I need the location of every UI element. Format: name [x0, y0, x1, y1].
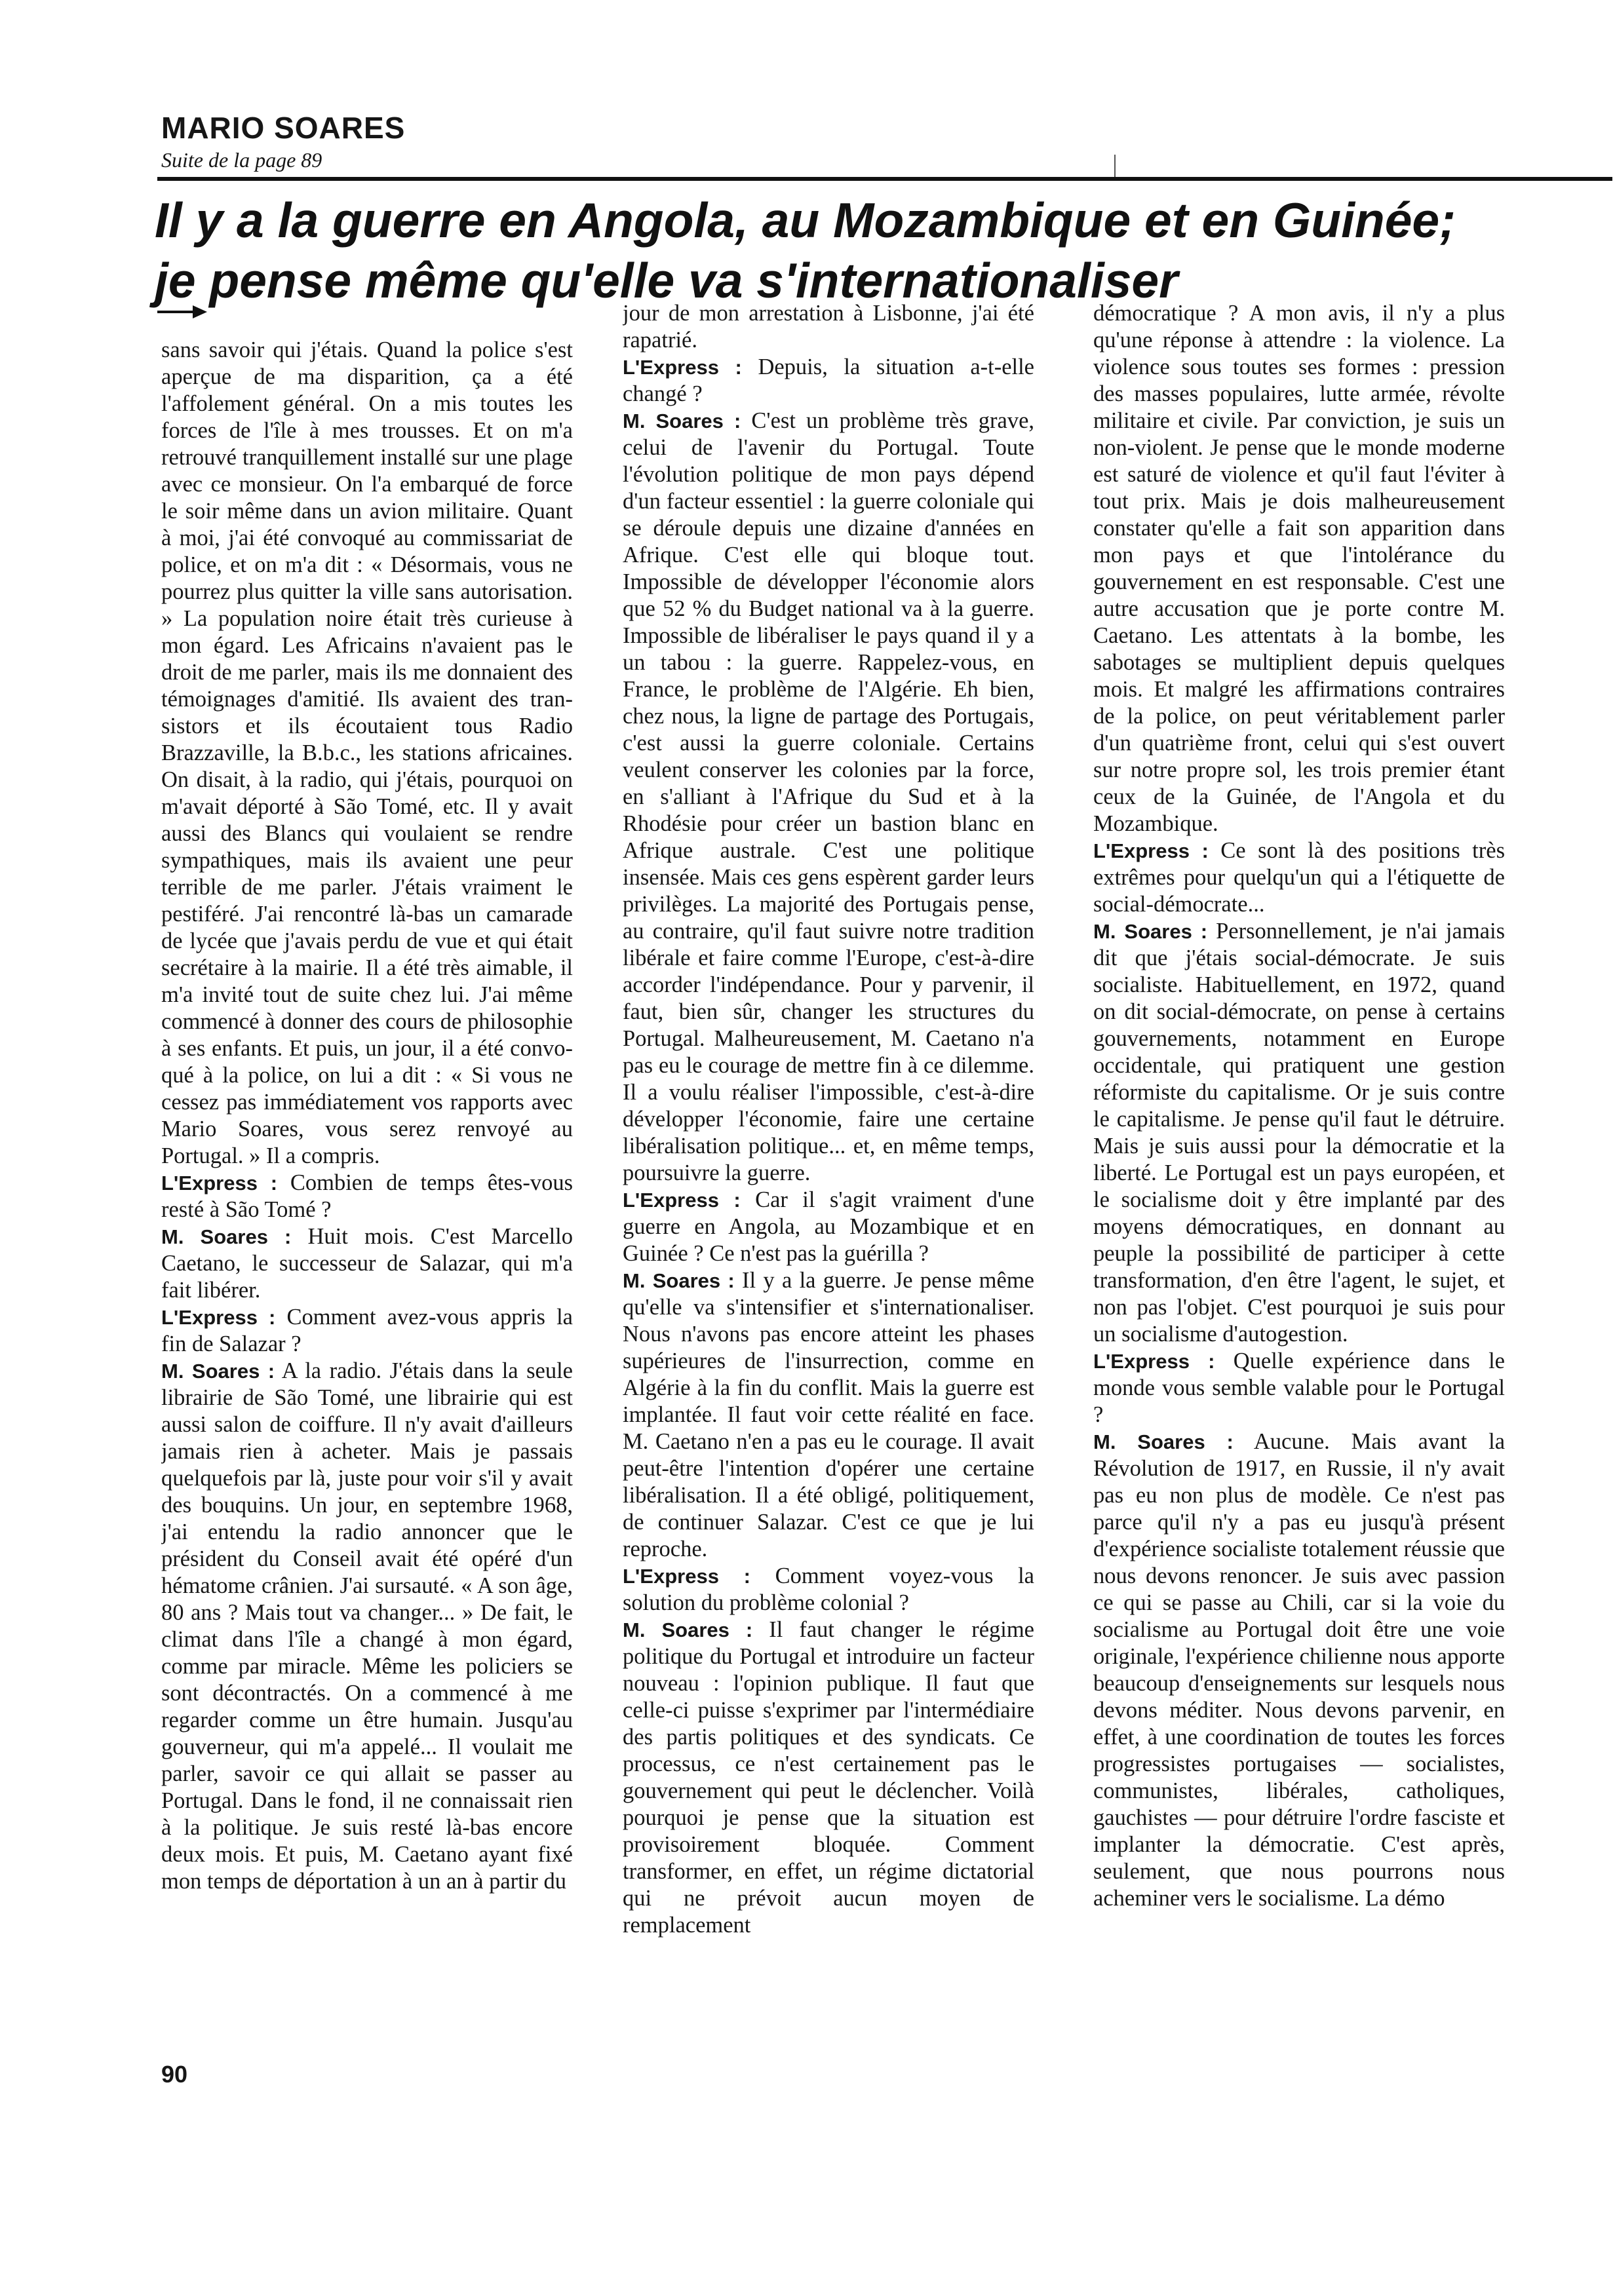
- speaker-label: M. Soares :: [1093, 1430, 1234, 1453]
- paragraph-text: Il faut changer le régime politique du Portugal et introduire un facteur nouveau : l'opinion publique. Il faut que celle-ci puisse s'exprimer par l'intermédiaire des partis politiques et des syndicats. Ce processus, ce n'est certainement pas le gouvernement qui peut le déclencher. Voilà pourquoi je pense que la situation est provisoirement bloquée. Comment transformer, en effet, un régime dictatorial qui ne prévoit aucun moyen de remplacement: [623, 1617, 1034, 1938]
- header-rule: [157, 177, 1612, 181]
- article-paragraph: [623, 300, 1034, 354]
- article-paragraph: [1093, 1348, 1505, 1428]
- article-paragraph: [623, 1563, 1034, 1617]
- article-paragraph: [161, 1223, 573, 1304]
- speaker-label: M. Soares :: [161, 1225, 292, 1248]
- paragraph-text: Personnellement, je n'ai jamais dit que j'étais social-démocrate. Je suis socialiste. Habituellement, en 1972, quand on dit social-démocrate, on pense à certains gouvernements, notamment en Europe occidentale, qui pratiquent une gestion réformiste du capitalisme. Or je suis contre le capitalisme. Je pense qu'il faut le détruire. Mais je suis aussi pour la démocratie et la liberté. Le Portugal est un pays européen, et le socialisme doit y être implanté par des moyens démocratiques, en donnant au peuple la possibilité de participer à cette transformation, d'en être l'agent, le sujet, et non pas l'objet. C'est pourquoi je suis pour un socialisme d'autogestion.: [1093, 919, 1505, 1347]
- article-paragraph: [623, 1187, 1034, 1267]
- speaker-label: M. Soares :: [623, 1269, 735, 1292]
- paragraph-text: Huit mois. C'est Marcello Caetano, le successeur de Salazar, qui m'a fait libérer.: [161, 1224, 573, 1303]
- paragraph-text: Il y a la guerre. Je pense même qu'elle va s'intensifier et s'internationaliser. Nous n'avons pas encore atteint les phases supérieures de l'insurrection, comme en Algérie à la fin du conflit. Mais la guerre est implantée. Il faut voir cette réalité en face. M. Caetano n'en a pas eu le courage. Il avait peut-être l'intention d'opérer une certaine libéralisation. Il a été obligé, politiquement, de continuer Salazar. C'est ce que je lui reproche.: [623, 1268, 1034, 1561]
- paragraph-text: sans savoir qui j'étais. Quand la police s'est aperçue de ma disparition, ça a été l'affolement général. On a mis toutes les forces de l'île à mes trousses. Et on m'a retrouvé tranquillement installé sur une plage avec ce monsieur. On l'a embarqué de force le soir même dans un avion militaire. Quant à moi, j'ai été convoqué au commissariat de police, et on m'a dit : « Désormais, vous ne pourrez plus quitter la ville sans autorisation. » La population noire était très curieuse à mon égard. Les Africains n'avaient pas le droit de me parler, mais ils me donnaient des témoignages d'amitié. Ils avaient des transistors et ils écoutaient tous Radio Brazzaville, la B.b.c., les stations africaines. On disait, à la radio, qui j'étais, pourquoi on m'avait déporté à São Tomé, etc. Il y avait aussi des Blancs qui voulaient se rendre sympathiques, mais ils avaient une peur terrible de me parler. J'étais vraiment le pestiféré. J'ai rencontré là-bas un camarade de lycée que j'avais perdu de vue et qui était secrétaire à la mairie. Il a été très aimable, il m'a invité tout de suite chez lui. J'ai même commencé à donner des cours de philosophie à ses enfants. Et puis, un jour, il a été convoqué à la police, on lui a dit : « Si vous ne cessez pas immédiatement vos rapports avec Mario Soares, vous serez renvoyé au Portugal. » Il a compris.: [161, 337, 573, 1168]
- speaker-label: L'Express :: [623, 1189, 741, 1212]
- paragraph-text: C'est un problème très grave, celui de l'avenir du Portugal. Toute l'évolution politique de mon pays dépend d'un facteur essentiel : la guerre coloniale qui se déroule depuis une dizaine d'années en Afrique. C'est elle qui bloque tout. Impossible de développer l'économie alors que 52 % du Budget national va à la guerre. Impossible de libéraliser le pays quand il y a un tabou : la guerre. Rappelez-vous, en France, le problème de l'Algérie. Eh bien, chez nous, la ligne de partage des Portugais, c'est aussi la guerre coloniale. Certains veulent conserver les colonies par la force, en s'alliant à l'Afrique du Sud et à la Rhodésie pour créer un bastion blanc en Afrique australe. C'est une politique insensée. Mais ces gens espèrent garder leurs privilèges. La majorité des Portugais pense, au contraire, qu'il faut suivre notre tradition libérale et faire comme l'Europe, c'est-à-dire accorder l'indépendance. Pour y parvenir, il faut, bien sûr, changer les structures du Portugal. Malheureusement, M. Caetano n'a pas eu le courage de mettre fin à ce dilemme. Il a voulu réaliser l'impossible, c'est-à-dire développer l'économie, faire une certaine libéralisation politique... et, en même temps, poursuivre la guerre.: [623, 408, 1034, 1185]
- article-paragraph: [623, 408, 1034, 1187]
- speaker-label: L'Express :: [161, 1172, 278, 1195]
- headline-line-1: Il y a la guerre en Angola, au Mozambique et en Guinée;: [155, 193, 1456, 248]
- article-paragraph: [1093, 837, 1505, 918]
- article-paragraph: [623, 354, 1034, 408]
- paragraph-text: Car il s'agit vraiment d'une guerre en Angola, au Mozambique et en Guinée ? Ce n'est pas la guérilla ?: [623, 1187, 1034, 1266]
- speaker-label: L'Express :: [623, 356, 742, 379]
- paragraph-text: Ce sont là des positions très extrêmes pour quelqu'un qui a l'étiquette de social-démocrate...: [1093, 838, 1505, 917]
- paragraph-text: jour de mon arrestation à Lisbonne, j'ai été rapatrié.: [623, 301, 1034, 353]
- speaker-label: L'Express :: [1093, 839, 1209, 862]
- article-column-2: [623, 300, 1034, 2023]
- continuation-arrow-icon: [156, 303, 208, 321]
- speaker-label: M. Soares :: [1093, 920, 1208, 943]
- section-kicker: MARIO SOARES: [161, 111, 406, 145]
- paragraph-text: Depuis, la situation a-t-elle changé ?: [623, 354, 1034, 406]
- paragraph-text: Aucune. Mais avant la Révolution de 1917, en Russie, il n'y avait pas eu non plus de modèle. Ce n'est pas parce qu'il n'y a pas eu jusqu'à présent d'expérience socialiste totalement réussie que nous devons renoncer. Je suis avec passion ce qui se passe au Chili, car si la voie du socialisme au Portugal doit être une voie originale, l'expérience chilienne nous apporte beaucoup d'enseignements sur lesquels nous devons méditer. Nous devons parvenir, en effet, à une coordination de toutes les forces progressistes portugaises — socialistes, communistes, libérales, catholiques, gauchistes — pour détruire l'ordre fasciste et implanter la démocratie. C'est après, seulement, que nous pourrons nous acheminer vers le socialisme. La démo: [1093, 1429, 1505, 1911]
- headline-line-2: je pense même qu'elle va s'internationaliser: [155, 253, 1178, 308]
- article-column-3: [1093, 300, 1505, 2023]
- speaker-label: L'Express :: [623, 1565, 750, 1588]
- paragraph-text: Quelle expérience dans le monde vous semble valable pour le Portugal ?: [1093, 1349, 1505, 1427]
- article-paragraph: [161, 1358, 573, 1895]
- speaker-label: M. Soares :: [623, 410, 741, 432]
- page-number: 90: [161, 2061, 188, 2088]
- article-paragraph: [1093, 1428, 1505, 1912]
- speaker-label: M. Soares :: [161, 1360, 275, 1383]
- speaker-label: M. Soares :: [623, 1618, 753, 1641]
- article-paragraph: [161, 1170, 573, 1223]
- article-column-1: [161, 337, 573, 2014]
- continued-from-note: Suite de la page 89: [161, 148, 322, 172]
- article-paragraph: [161, 1304, 573, 1358]
- paragraph-text: A la radio. J'étais dans la seule librairie de São Tomé, une librairie qui est aussi salon de coiffure. Il n'y avait d'ailleurs jamais rien à acheter. Mais je passais quelquefois par là, juste pour voir s'il y avait des bouquins. Un jour, en septembre 1968, j'ai entendu la radio annoncer que le président du Conseil avait été opéré d'un hématome crânien. J'ai sursauté. « A son âge, 80 ans ? Mais tout va changer... » De fait, le climat dans l'île a changé à mon égard, comme par miracle. Même les policiers se sont décontractés. On a commencé à me regarder comme un être humain. Jusqu'au gouverneur, qui m'a appelé... Il voulait me parler, savoir ce qui allait se passer au Portugal. Dans le fond, il ne connaissait rien à la politique. Je suis resté là-bas encore deux mois. Et puis, M. Caetano ayant fixé mon temps de déportation à un an à partir du: [161, 1358, 573, 1894]
- paragraph-text: Combien de temps êtes-vous resté à São Tomé ?: [161, 1170, 573, 1222]
- paragraph-text: Comment voyez-vous la solution du problème colonial ?: [623, 1563, 1034, 1615]
- speaker-label: L'Express :: [161, 1306, 276, 1329]
- paragraph-text: démocratique ? A mon avis, il n'y a plus qu'une réponse à attendre : la violence. La violence sous toutes ses formes : pression des masses populaires, lutte armée, révolte militaire et civile. Par conviction, je suis un non-violent. Je pense que le monde moderne est saturé de violence et qu'il faut l'éviter à tout prix. Mais je dois malheureusement constater qu'elle a fait son apparition dans mon pays et que l'intolérance du gouvernement en est responsable. C'est une autre accusation que je porte contre M. Caetano. Les attentats à la bombe, les sabotages se multiplient depuis quelques mois. Et malgré les affirmations contraires de la police, on peut véritablement parler d'un quatrième front, celui qui s'est ouvert sur notre propre sol, les trois premier étant ceux de la Guinée, de l'Angola et du Mozambique.: [1093, 301, 1505, 836]
- article-paragraph: [623, 1617, 1034, 1939]
- article-paragraph: [1093, 918, 1505, 1348]
- headline: [155, 190, 1597, 311]
- article-paragraph: [161, 337, 573, 1170]
- paragraph-text: Comment avez-vous appris la fin de Salazar ?: [161, 1305, 573, 1356]
- article-paragraph: [1093, 300, 1505, 837]
- article-paragraph: [623, 1267, 1034, 1563]
- speaker-label: L'Express :: [1093, 1350, 1215, 1373]
